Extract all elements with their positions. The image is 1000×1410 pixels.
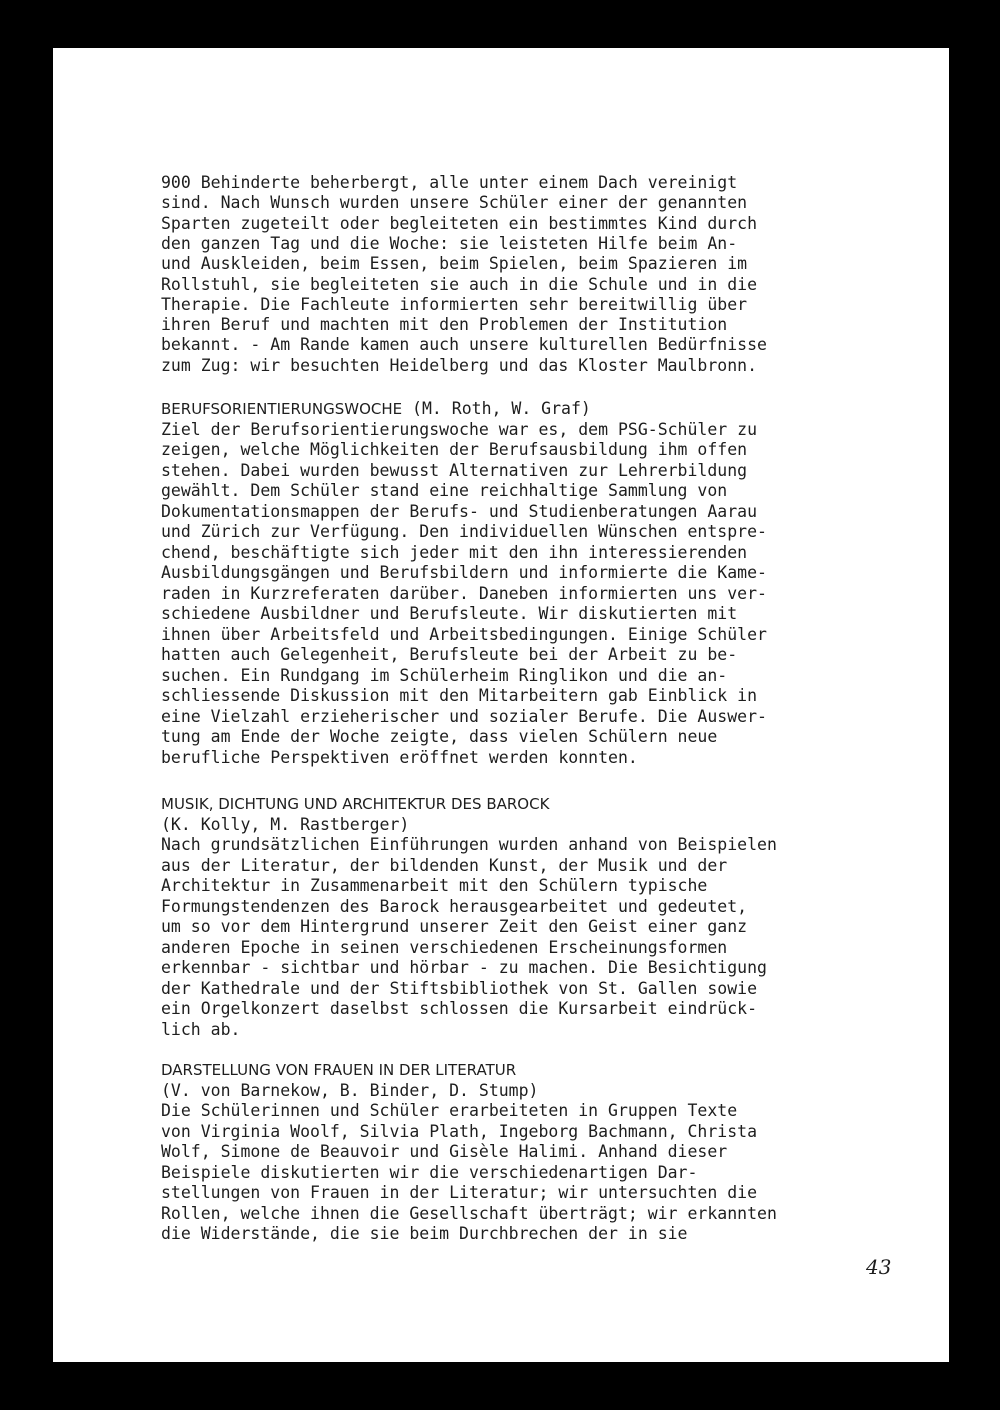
text-line: ihnen über Arbeitsfeld und Arbeitsbedingungen. Einige Schüler [161,624,767,644]
text-line: 900 Behinderte beherbergt, alle unter einem Dach vereinigt [161,173,738,192]
section-title: BERUFSORIENTIERUNGSWOCHE [161,400,403,418]
text-line: ein Orgelkonzert daselbst schlossen die Kursarbeit eindrück- [161,999,758,1018]
text-line: stehen. Dabei wurden bewusst Alternativen zur Lehrerbildung [161,460,748,480]
section-authors: (M. Roth, W. Graf) [402,399,591,418]
text-line: Rollstuhl, sie begleiteten sie auch in die Schule und in die [161,274,758,294]
text-line: Therapie. Die Fachleute informierten sehr bereitwillig über [161,294,748,314]
text-line: den ganzen Tag und die Woche: sie leisteten Hilfe beim An- [161,233,738,253]
text-line: der Kathedrale und der Stiftsbibliothek von St. Gallen sowie [161,978,758,998]
text-line: zum Zug: wir besuchten Heidelberg und das Kloster Maulbronn. [161,355,758,375]
text-line: suchen. Ein Rundgang im Schülerheim Ringlikon und die an- [161,665,728,685]
text-line: gewählt. Dem Schüler stand eine reichhaltige Sammlung von [161,481,728,500]
section-title: MUSIK, DICHTUNG UND ARCHITEKTUR DES BAROCK [161,795,550,813]
text-line: berufliche Perspektiven eröffnet werden konnten. [161,747,638,767]
text-line: Ziel der Berufsorientierungswoche war es, dem PSG-Schüler zu [161,419,758,439]
text-line: die Widerstände, die sie beim Durchbrechen der in sie [161,1224,688,1243]
text-line: aus der Literatur, der bildenden Kunst, der Musik und der [161,855,728,875]
text-line: und Zürich zur Verfügung. Den individuellen Wünschen entspre- [161,522,767,541]
section-heading [161,399,591,419]
text-line: stellungen von Frauen in der Literatur; wir untersuchten die [161,1183,758,1202]
text-line: Die Schülerinnen und Schüler erarbeiteten in Gruppen Texte [161,1101,738,1120]
text-line: Rollen, welche ihnen die Gesellschaft überträgt; wir erkannten [161,1203,777,1223]
text-line: sind. Nach Wunsch wurden unsere Schüler einer der genannten [161,193,748,213]
text-line: raden in Kurzreferaten darüber. Daneben informierten uns ver- [161,583,767,603]
text-line: schiedene Ausbildner und Berufsleute. Wir diskutierten mit [161,604,738,623]
text-line: und Auskleiden, beim Essen, beim Spielen, beim Spazieren im [161,254,748,274]
text-line: anderen Epoche in seinen verschiedenen Erscheinungsformen [161,937,728,957]
text-line: Sparten zugeteilt oder begleiteten ein bestimmtes Kind durch [161,213,758,233]
text-line: bekannt. - Am Rande kamen auch unsere kulturellen Bedürfnisse [161,335,767,355]
text-line: von Virginia Woolf, Silvia Plath, Ingeborg Bachmann, Christa [161,1121,758,1141]
page-number: 43 [866,1255,892,1279]
text-line: Wolf, Simone de Beauvoir und Gisèle Halimi. Anhand dieser [161,1142,728,1161]
text-line: chend, beschäftigte sich jeder mit den ihn interessierenden [161,542,748,562]
text-line: zeigen, welche Möglichkeiten der Berufsausbildung ihm offen [161,440,748,459]
text-line: schliessende Diskussion mit den Mitarbeitern gab Einblick in [161,686,758,705]
text-line: eine Vielzahl erzieherischer und sozialer Berufe. Die Auswer- [161,706,767,726]
text-line: tung am Ende der Woche zeigte, dass vielen Schülern neue [161,727,718,746]
section-title: DARSTELLUNG VON FRAUEN IN DER LITERATUR [161,1061,517,1079]
document-page [53,48,949,1362]
text-line: ihren Beruf und machten mit den Problemen der Institution [161,315,728,335]
text-line: hatten auch Gelegenheit, Berufsleute bei der Arbeit zu be- [161,645,738,664]
text-line: Dokumentationsmappen der Berufs- und Studienberatungen Aarau [161,501,758,521]
text-line: Ausbildungsgängen und Berufsbildern und informierte die Kame- [161,563,767,582]
text-line: Beispiele diskutierten wir die verschiedenartigen Dar- [161,1162,698,1182]
text-line: Architektur in Zusammenarbeit mit den Schülern typische [161,876,708,895]
text-line: lich ab. [161,1019,241,1039]
text-line: Formungstendenzen des Barock herausgearbeitet und gedeutet, [161,896,748,916]
text-line: Nach grundsätzlichen Einführungen wurden anhand von Beispielen [161,835,777,854]
section-authors: (V. von Barnekow, B. Binder, D. Stump) [161,1080,539,1100]
text-line: erkennbar - sichtbar und hörbar - zu machen. Die Besichtigung [161,958,767,977]
text-line: um so vor dem Hintergrund unserer Zeit den Geist einer ganz [161,917,748,936]
section-authors: (K. Kolly, M. Rastberger) [161,814,410,834]
